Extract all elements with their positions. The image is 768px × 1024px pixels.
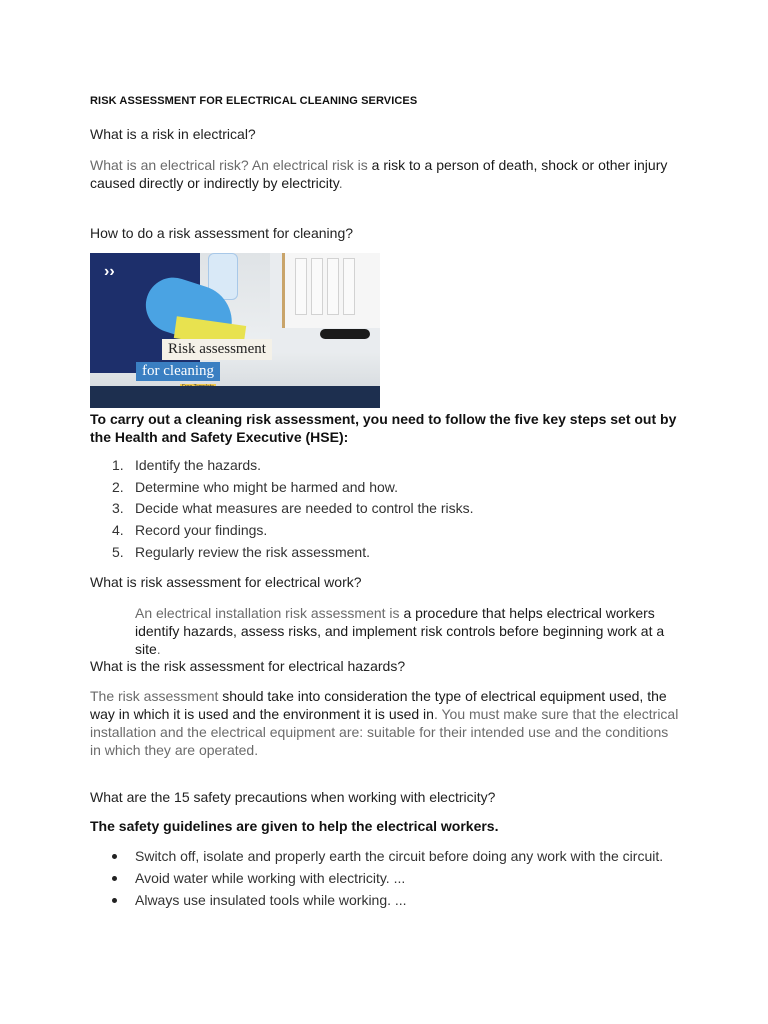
chevron-right-icon: ›› [104,263,115,280]
list-item [90,457,474,479]
list-item [90,500,474,522]
bullet-icon [112,854,117,859]
list-number: 5. [112,543,124,560]
list-number: 4. [112,522,124,539]
answer-suffix: . You must make sure that the electrical installation and the electrical equipment are: suitable for their intended use and the conditions in which they are operated. [90,706,679,758]
steps-list [90,457,474,565]
answer-prefix: The risk assessment [90,688,223,704]
question-electrical-work: What is risk assessment for electrical work? [90,574,362,590]
list-item [90,891,695,909]
answer-electrical-hazards [90,687,680,759]
answer-suffix: . [156,641,161,657]
risk-assessment-image[interactable] [90,253,380,408]
question-electrical-risk: What is a risk in electrical? [90,126,256,142]
list-number: 2. [112,478,124,495]
answer-highlight: a procedure that helps electrical workers identify hazards, assess risks, and implement risk controls before beginning work at a site [135,605,665,657]
bullet-icon [112,898,117,903]
list-text: Determine who might be harmed and how. [135,478,399,495]
safety-guidelines-heading: The safety guidelines are given to help the electrical workers. [90,818,499,834]
image-caption-line1: Risk assessment [162,339,272,360]
list-number: 3. [112,500,124,517]
list-text: Avoid water while working with electricity. ... [135,870,406,886]
steps-intro: To carry out a cleaning risk assessment, you need to follow the five key steps set out by the Health and Safety Executive (HSE): [90,411,677,445]
list-item [90,544,474,566]
answer-suffix: . [338,175,343,191]
bullet-icon [112,876,117,881]
list-item [90,869,695,887]
question-cleaning-assessment: How to do a risk assessment for cleaning? [90,225,354,241]
question-safety-precautions: What are the 15 safety precautions when working with electricity? [90,789,496,805]
answer-electrical-risk [90,156,680,192]
list-text: Always use insulated tools while working. ... [135,892,407,908]
answer-highlight: should take into consideration the type of electrical equipment used, the way in which it is used and the environment it is used in [90,688,667,722]
question-electrical-hazards: What is the risk assessment for electrical hazards? [90,658,406,674]
answer-prefix: An electrical installation risk assessment is [135,605,404,621]
list-text: Decide what measures are needed to control the risks. [135,500,474,517]
answer-prefix: What is an electrical risk? An electrical risk is [90,157,372,173]
document-title: RISK ASSESSMENT FOR ELECTRICAL CLEANING SERVICES [90,95,418,107]
list-number: 1. [112,457,124,473]
list-item [90,479,474,501]
list-item [90,522,474,544]
answer-highlight: a risk to a person of death, shock or other injury caused directly or indirectly by electricity [90,157,668,191]
answer-electrical-work [135,604,665,658]
image-caption-line2: for cleaning [136,362,220,381]
list-text: Switch off, isolate and properly earth the circuit before doing any work with the circuit. [135,848,664,864]
list-text: Regularly review the risk assessment. [135,543,370,560]
list-text: Identify the hazards. [135,457,262,473]
list-item [90,847,695,865]
safety-bullets-list [90,847,695,913]
list-text: Record your findings. [135,522,268,539]
